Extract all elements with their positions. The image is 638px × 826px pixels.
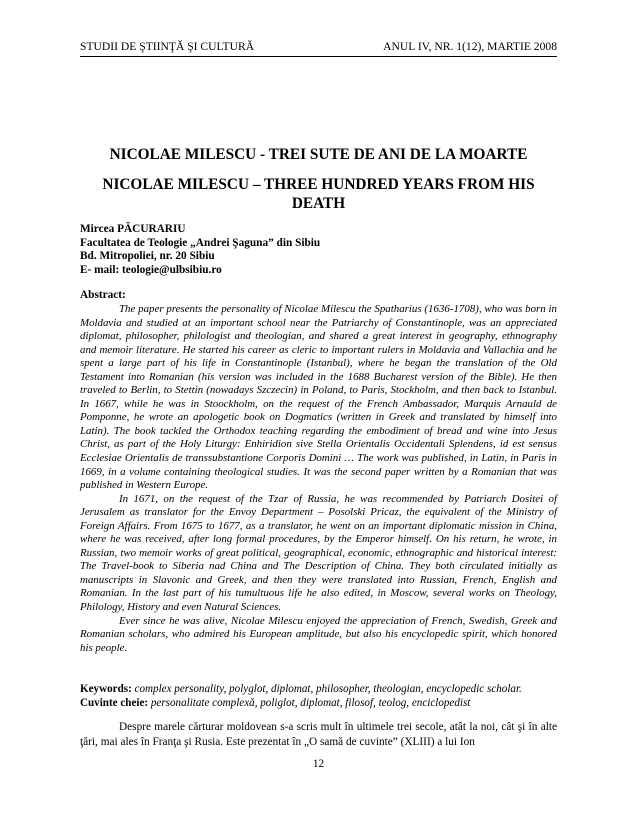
author-block: [80, 223, 557, 277]
article-title-english: NICOLAE MILESCU – THREE HUNDRED YEARS FROM HIS DEATH: [102, 176, 535, 212]
keywords-romanian: [80, 697, 557, 711]
author-name: Mircea PĂCURARIU: [80, 223, 186, 235]
author-institution: Facultatea de Teologie „Andrei Şaguna” din Sibiu: [80, 236, 321, 249]
abstract-paragraph: The paper presents the personality of Nicolae Milescu the Spatharius (1636-1708), who was born in Moldavia and studied at an important school near the Patriarchy of Constantinople, was an appreciated diplomat, philosopher, philologist and theologian, and shared a great interest in geography, ethnography and memoir literature. He started his career as cleric to important rulers in Moldavia and Vallachia and he spent a large part of his life in Constantinople (Istanbul), where he began the translation of the Old Testament into Romanian (his version was included in the 1688 Bucharest version of the Bible). He then traveled to Berlin, to Stettin (nowadays Szczecin) in Poland, to Paris, Stockholm, and then back to Istanbul. In 1667, while he was in Stoockholm, on the request of the French Ambassador, Marquis Arnauld de Pomponne, he wrote an apologetic book on Dogmatics (written in Greek and translated by himself into Latin). The book tackled the Orthodox teaching regarding the embodiment of bread and wine into Jesus Christ, as part of the Holy Liturgy: Enhiridion sive Stella Orientalis Occidentali Splendens, id est sensus Ecclesiae Orientalis de transsubstantione Corporis Domini … The work was published, in Latin, in Paris in 1669, in a volume containing theological studies. It was the second paper written by a Romanian that was published in Western Europe.: [80, 303, 557, 492]
keywords-label-ro: Cuvinte cheie:: [80, 696, 149, 709]
page-number: 12: [312, 758, 325, 770]
body-paragraph: Despre marele cărturar moldovean s-a scris mult în ultimele trei secole, atât la noi, cât şi în alte ţări, mai ales în Franţa şi Rusia. Este prezentat în „O samă de cuvinte” (XLIII) a lui Ion: [80, 721, 557, 748]
abstract-paragraph: In 1671, on the request of the Tzar of Russia, he was recommended by Patriarch Dositei of Jerusalem as translator for the Envoy Department – Posolski Pricaz, the equivalent of the Ministry of Foreign Affairs. From 1675 to 1677, as a translator, he went on an important diplomatic mission in China, where he was received, after long formal procedures, by the Emperor himself. On his return, he wrote, in Russian, two memoir works of great political, geographical, economic, ethnographic and historical interest: The Travel-book to Siberia nad China and The Description of China. They both circulated initially as manuscripts in Slavonic and Greek, and then they were translated into Russian, French, English and Romanian. In the last part of his tumultuous life he also edited, in Moscow, several works on Theology, Philology, History and even Natural Sciences.: [80, 492, 557, 614]
article-title-romanian: NICOLAE MILESCU - TREI SUTE DE ANI DE LA MOARTE: [109, 146, 528, 163]
abstract-paragraph: Ever since he was alive, Nicolae Milescu enjoyed the appreciation of French, Swedish, Greek and Romanian scholars, who admired his European amplitude, but also his encyclopedic spirit, which honored his people.: [80, 614, 557, 654]
abstract-text: [80, 303, 557, 655]
author-address: Bd. Mitropoliei, nr. 20 Sibiu: [80, 250, 215, 263]
article-body: [80, 720, 557, 750]
keywords-block: [80, 683, 557, 710]
keywords-label: Keywords:: [80, 683, 132, 695]
keywords-text: complex personality, polyglot, diplomat, philosopher, theologian, encyclopedic scholar.: [131, 683, 522, 695]
author-email: E- mail: teologie@ulbsibiu.ro: [80, 263, 222, 276]
abstract-heading: Abstract:: [80, 289, 126, 301]
keywords-english: [80, 683, 557, 697]
running-header: [80, 40, 557, 57]
issue-info: ANUL IV, NR. 1(12), MARTIE 2008: [383, 40, 557, 53]
journal-name: STUDII DE ŞTIINŢĂ ŞI CULTURĂ: [80, 40, 255, 53]
keywords-text-ro: personalitate complexă, poliglot, diplomat, filosof, teolog, enciclopedist: [148, 696, 471, 709]
